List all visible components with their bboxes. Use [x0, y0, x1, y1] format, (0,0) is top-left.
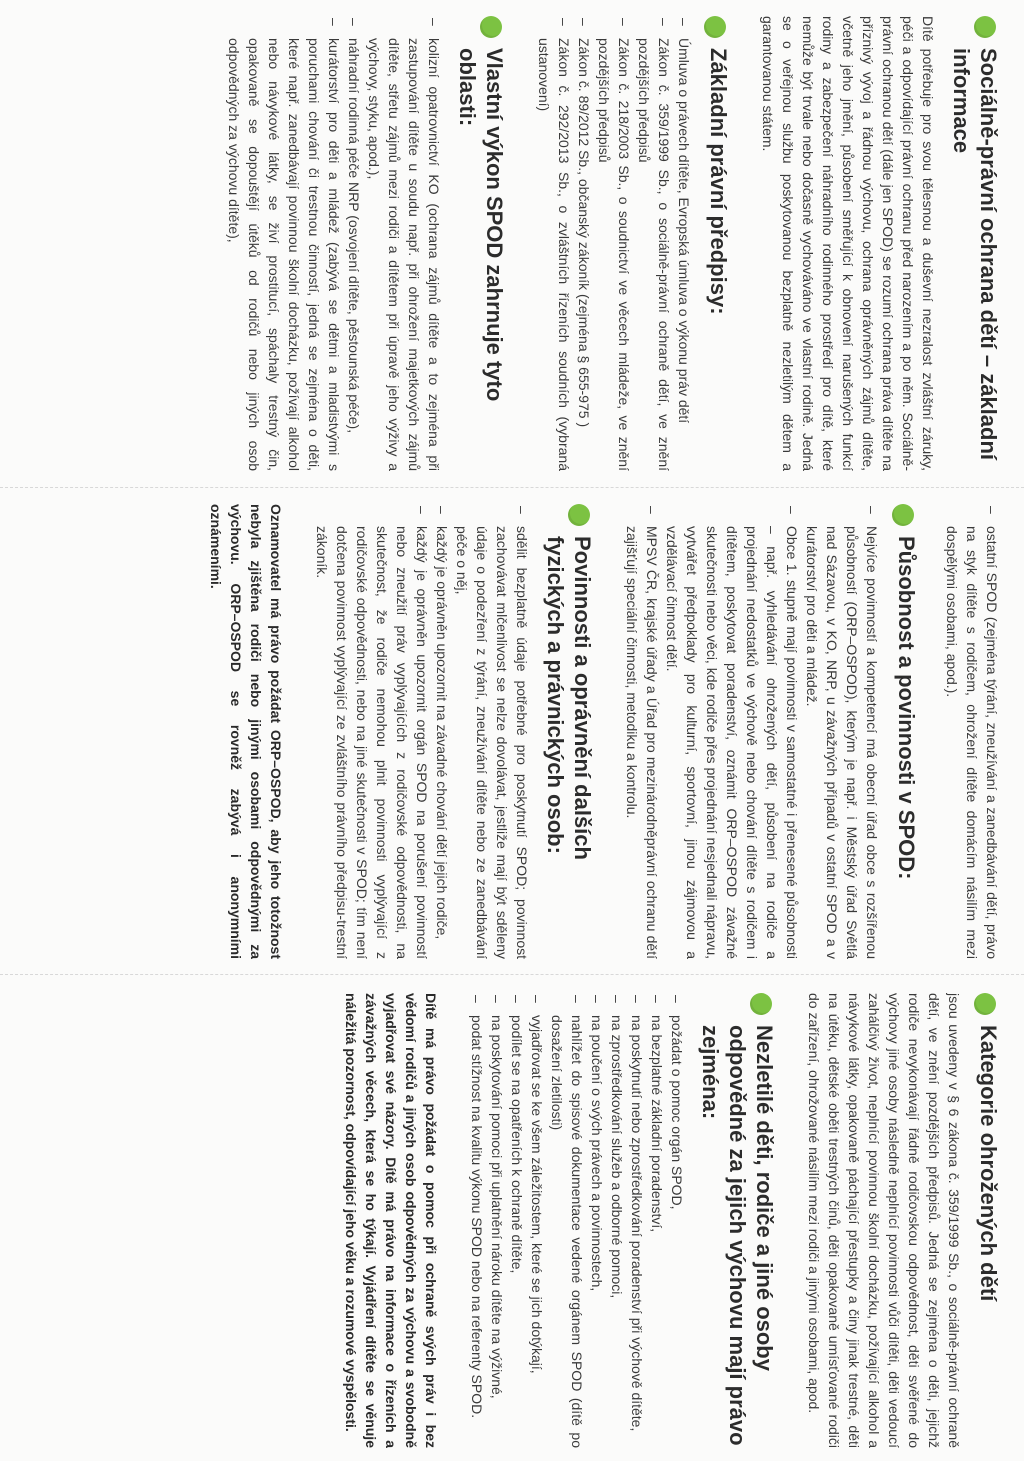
list-item: – kurátorství pro děti a mládež (zabývá se dětmi a mladistvými s poruchami chování či trestnou činností, jedná se zejména o děti, které např. zanedbávají povinnou školní docházku, požívají alkohol nebo návykové látky, se živí prostitucí, spáchaly trestný čin, opakovaně se dopouštějí útěků od rodičů nebo jiných osob odpovědných za výchovu dítěte),	[224, 16, 344, 471]
oznamovatel-note: Oznamovatel má právo požádat ORP–OSPOD, aby jeho totožnost nebyla zjištěna rodiči nebo jinými osobami odpovědnými za výchovu. ORP–OSPOD se rovněž zabývá i anonymními oznámeními.	[208, 504, 284, 959]
heading-kategorie: Kategorie ohrožených dětí	[976, 1025, 1001, 1302]
heading-povinnosti: Povinnosti a oprávnění dalších fyzických a právnických osob:	[543, 536, 595, 860]
heading-pravni-predpisy: Základní právní předpisy:	[706, 48, 731, 315]
list-item: – na zprostředkování služeb a odborné pomoci,	[607, 993, 627, 1448]
predpisy-list	[534, 16, 694, 471]
heading-prava: Nezletilé děti, rodiče a jiné osoby odpovědné za jejich výchovu mají právo zejména:	[698, 1025, 777, 1446]
heading-vykon-spod: Vlastní výkon SPOD zahrnuje tyto oblasti:	[455, 48, 507, 402]
green-dot-icon	[704, 16, 726, 38]
section-heading	[948, 16, 1002, 471]
intro-paragraph: Dítě potřebuje pro svou tělesnou a duševní nezralost zvláštní záruky, péči a odpovídající právní ochranu před narozením a po něm. Sociálně-právní ochranou dětí (dále jen SPOD) se rozumí ochrana práva dítěte na příznivý vývoj a řádnou výchovu, ochrana oprávněných zájmů dítěte, včetně jeho jmění, působení směřující k obnovení narušených funkcí rodiny a zabezpečení náhradního rodinného prostředí pro dítě, které nemůže být trvale nebo dočasně vychováváno ve vlastní rodině. Jedná se o veřejnou službu poskytovanou bezplatně nezletilým dětem a garantovanou státem.	[760, 16, 936, 471]
list-item: – podat stížnost na kvalitu výkonu SPOD nebo na referenty SPOD.	[467, 993, 487, 1448]
section-heading	[697, 993, 778, 1448]
carry-over-list	[942, 504, 1002, 959]
section-pravni-predpisy	[534, 16, 732, 471]
green-dot-icon	[480, 16, 502, 38]
column-3	[22, 993, 1002, 1448]
list-item: – Úmluva o právech dítěte, Evropská úmluva o výkonu práv dětí	[674, 16, 694, 471]
list-item: – Obce 1. stupně mají povinnosti v samostatné i přenesené působnosti – např. vyhledávání ohrožených dětí, působení na rodiče a projednání nedostatků ve výchově nebo chování dítěte s rodičem i dítětem, poskytovat poradenství, oznámit ORP–OSPOD závažné skutečnosti nebo věci, kde rodiče přes projednání nesjednali nápravu, vytvářet předpoklady pro kulturní, sportovní, jinou zájmovou a vzdělávací činnost dětí.	[662, 504, 802, 959]
section-heading	[892, 504, 920, 959]
section-povinnosti	[312, 504, 596, 959]
list-item: – vyjadřovat se ke všem záležitostem, které se jich dotýkají,	[527, 993, 547, 1448]
green-dot-icon	[974, 16, 996, 38]
list-item: – Zákon č. 292/2013 Sb., o zvláštních řízeních soudních (vybraná ustanovení)	[534, 16, 574, 471]
list-item: – na bezplatné základní poradenství,	[647, 993, 667, 1448]
list-item: – Zákon č. 359/1999 Sb., o sociálně-právní ochraně dětí, ve znění pozdějších předpisů	[634, 16, 674, 471]
list-item: – Zákon č. 218/2003 Sb., o soudnictví ve věcech mládeže, ve znění pozdějších předpisů	[594, 16, 634, 471]
list-item: – na poskytování pomoci při uplatnění nároku dítěte na výživné,	[487, 993, 507, 1448]
prava-list	[467, 993, 687, 1448]
list-item: – na poskytnutí nebo zprostředkování poradenství při výchově dítěte,	[627, 993, 647, 1448]
list-item: – Nejvíce povinností a kompetencí má obecní úřad obce s rozšířenou působností (ORP–OSPOD), kterým je např. i Městský úřad Světlá nad Sázavou, v KO, NRP, u závažných případů v ostatní SPOD a v kurátorství pro děti a mládež.	[802, 504, 882, 959]
list-item: – podílet se na opatřeních k ochraně dítěte,	[507, 993, 527, 1448]
vykon-list	[224, 16, 444, 471]
green-dot-icon	[892, 504, 914, 526]
green-dot-icon	[568, 504, 590, 526]
section-heading	[454, 16, 508, 471]
list-item: – požádat o pomoc orgán SPOD,	[667, 993, 687, 1448]
heading-zakladni-informace: Sociálně-právní ochrana dětí – základní informace	[949, 48, 1001, 461]
list-item: – ostatní SPOD (zejména týrání, zneužívání a zanedbávání dětí, právo na styk dítěte s rodičem, ohrožení dítěte domácím násilím mezi dospělými osobami, apod.).	[942, 504, 1002, 959]
list-item: – náhradní rodinná péče NRP (osvojení dítěte, pěstounská péče),	[344, 16, 364, 471]
list-item: – na poučení o svých právech a povinnostech,	[587, 993, 607, 1448]
list-item: – Zákon č. 89/2012 Sb., občanský zákoník (zejména § 655-975 )	[574, 16, 594, 471]
list-item: – sdělit bezplatně údaje potřebné pro poskytnutí SPOD; povinnost zachovávat mlčenlivost se nelze dovolávat, jestliže mají být sděleny údaje o podezření z týrání, zneužívání dítěte nebo ze zanedbávání péče o něj,	[452, 504, 532, 959]
dite-pravo-note: Dítě má právo požádat o pomoc při ochraně svých práv i bez vědomí rodičů a jiných osob odpovědných za výchovu a svobodně vyjadřovat své názory. Dítě má právo na informace o řízeních a závažných věcech, která se ho týkají. Vyjádření dítěte se věnuje náležitá pozornost, odpovídající jeho věku a rozumové vyspělosti.	[343, 993, 439, 1448]
section-vykon-spod	[224, 16, 508, 471]
section-pusobnost	[622, 504, 920, 959]
column-1	[22, 16, 1002, 471]
list-item: – nahlížet do spisové dokumentace vedené orgánem SPOD (dítě po dosažení zletilosti)	[547, 993, 587, 1448]
section-carry-over	[942, 504, 1002, 959]
section-kategorie	[804, 993, 1002, 1448]
pusobnost-list	[622, 504, 882, 959]
heading-pusobnost: Působnost a povinnosti v SPOD:	[894, 536, 919, 880]
green-dot-icon	[974, 993, 996, 1015]
list-item: – každý je oprávněn upozornit na závadné chování dětí jejich rodiče,	[432, 504, 452, 959]
section-heading	[974, 993, 1002, 1448]
kategorie-paragraph: jsou uvedeny v § 6 zákona č. 359/1999 Sb., o sociálně-právní ochraně dětí, ve znění pozdějších předpisů. Jedná se zejména o děti, jejichž rodiče nevykonávají řádně rodičovskou odpovědnost, děti svěřené do výchovy jiné osoby následně neplnící povinnosti vůči dítěti, děti vedoucí zahálčivý život, neplnící povinnou školní docházku, požívající alkohol a návykové látky, opakovaně páchající přestupky a činy jinak trestné, děti na útěku, dětské oběti trestných činů, děti opakovaně umísťované rodiči do zařízení, ohrožované násilím mezi rodiči a jinými osobami, apod.	[806, 993, 962, 1448]
section-heading	[542, 504, 596, 959]
list-item: – každý je oprávněn upozornit orgán SPOD na porušení povinností nebo zneužití práv vyplývajících z rodičovské odpovědnosti, na skutečnost, že rodiče nemohou plnit povinnosti vyplývající z rodičovské odpovědnosti, nebo na jiné skutečnosti v SPOD; tím není dotčena povinnost vyplývající ze zvláštního právního předpisu-trestní zákoník.	[312, 504, 432, 959]
column-2	[22, 504, 1002, 959]
povinnosti-list	[312, 504, 532, 959]
green-dot-icon	[750, 993, 772, 1015]
list-item: – kolizní opatrovnictví KO (ochrana zájmů dítěte a to zejména při zastupování dítěte u soudu např. při ohrožení majetkových zájmů dítěte, střetu zájmů mezi rodiči a dítětem při úpravě jeho výživy a výchovy, styku, apod.),	[364, 16, 444, 471]
list-item: – MPSV ČR, krajské úřady a Úřad pro mezinárodněprávní ochranu dětí zajišťují speciální činnosti, metodiku a kontrolu.	[622, 504, 662, 959]
section-zakladni-informace	[758, 16, 1002, 471]
section-heading	[704, 16, 732, 471]
section-prava	[467, 993, 778, 1448]
